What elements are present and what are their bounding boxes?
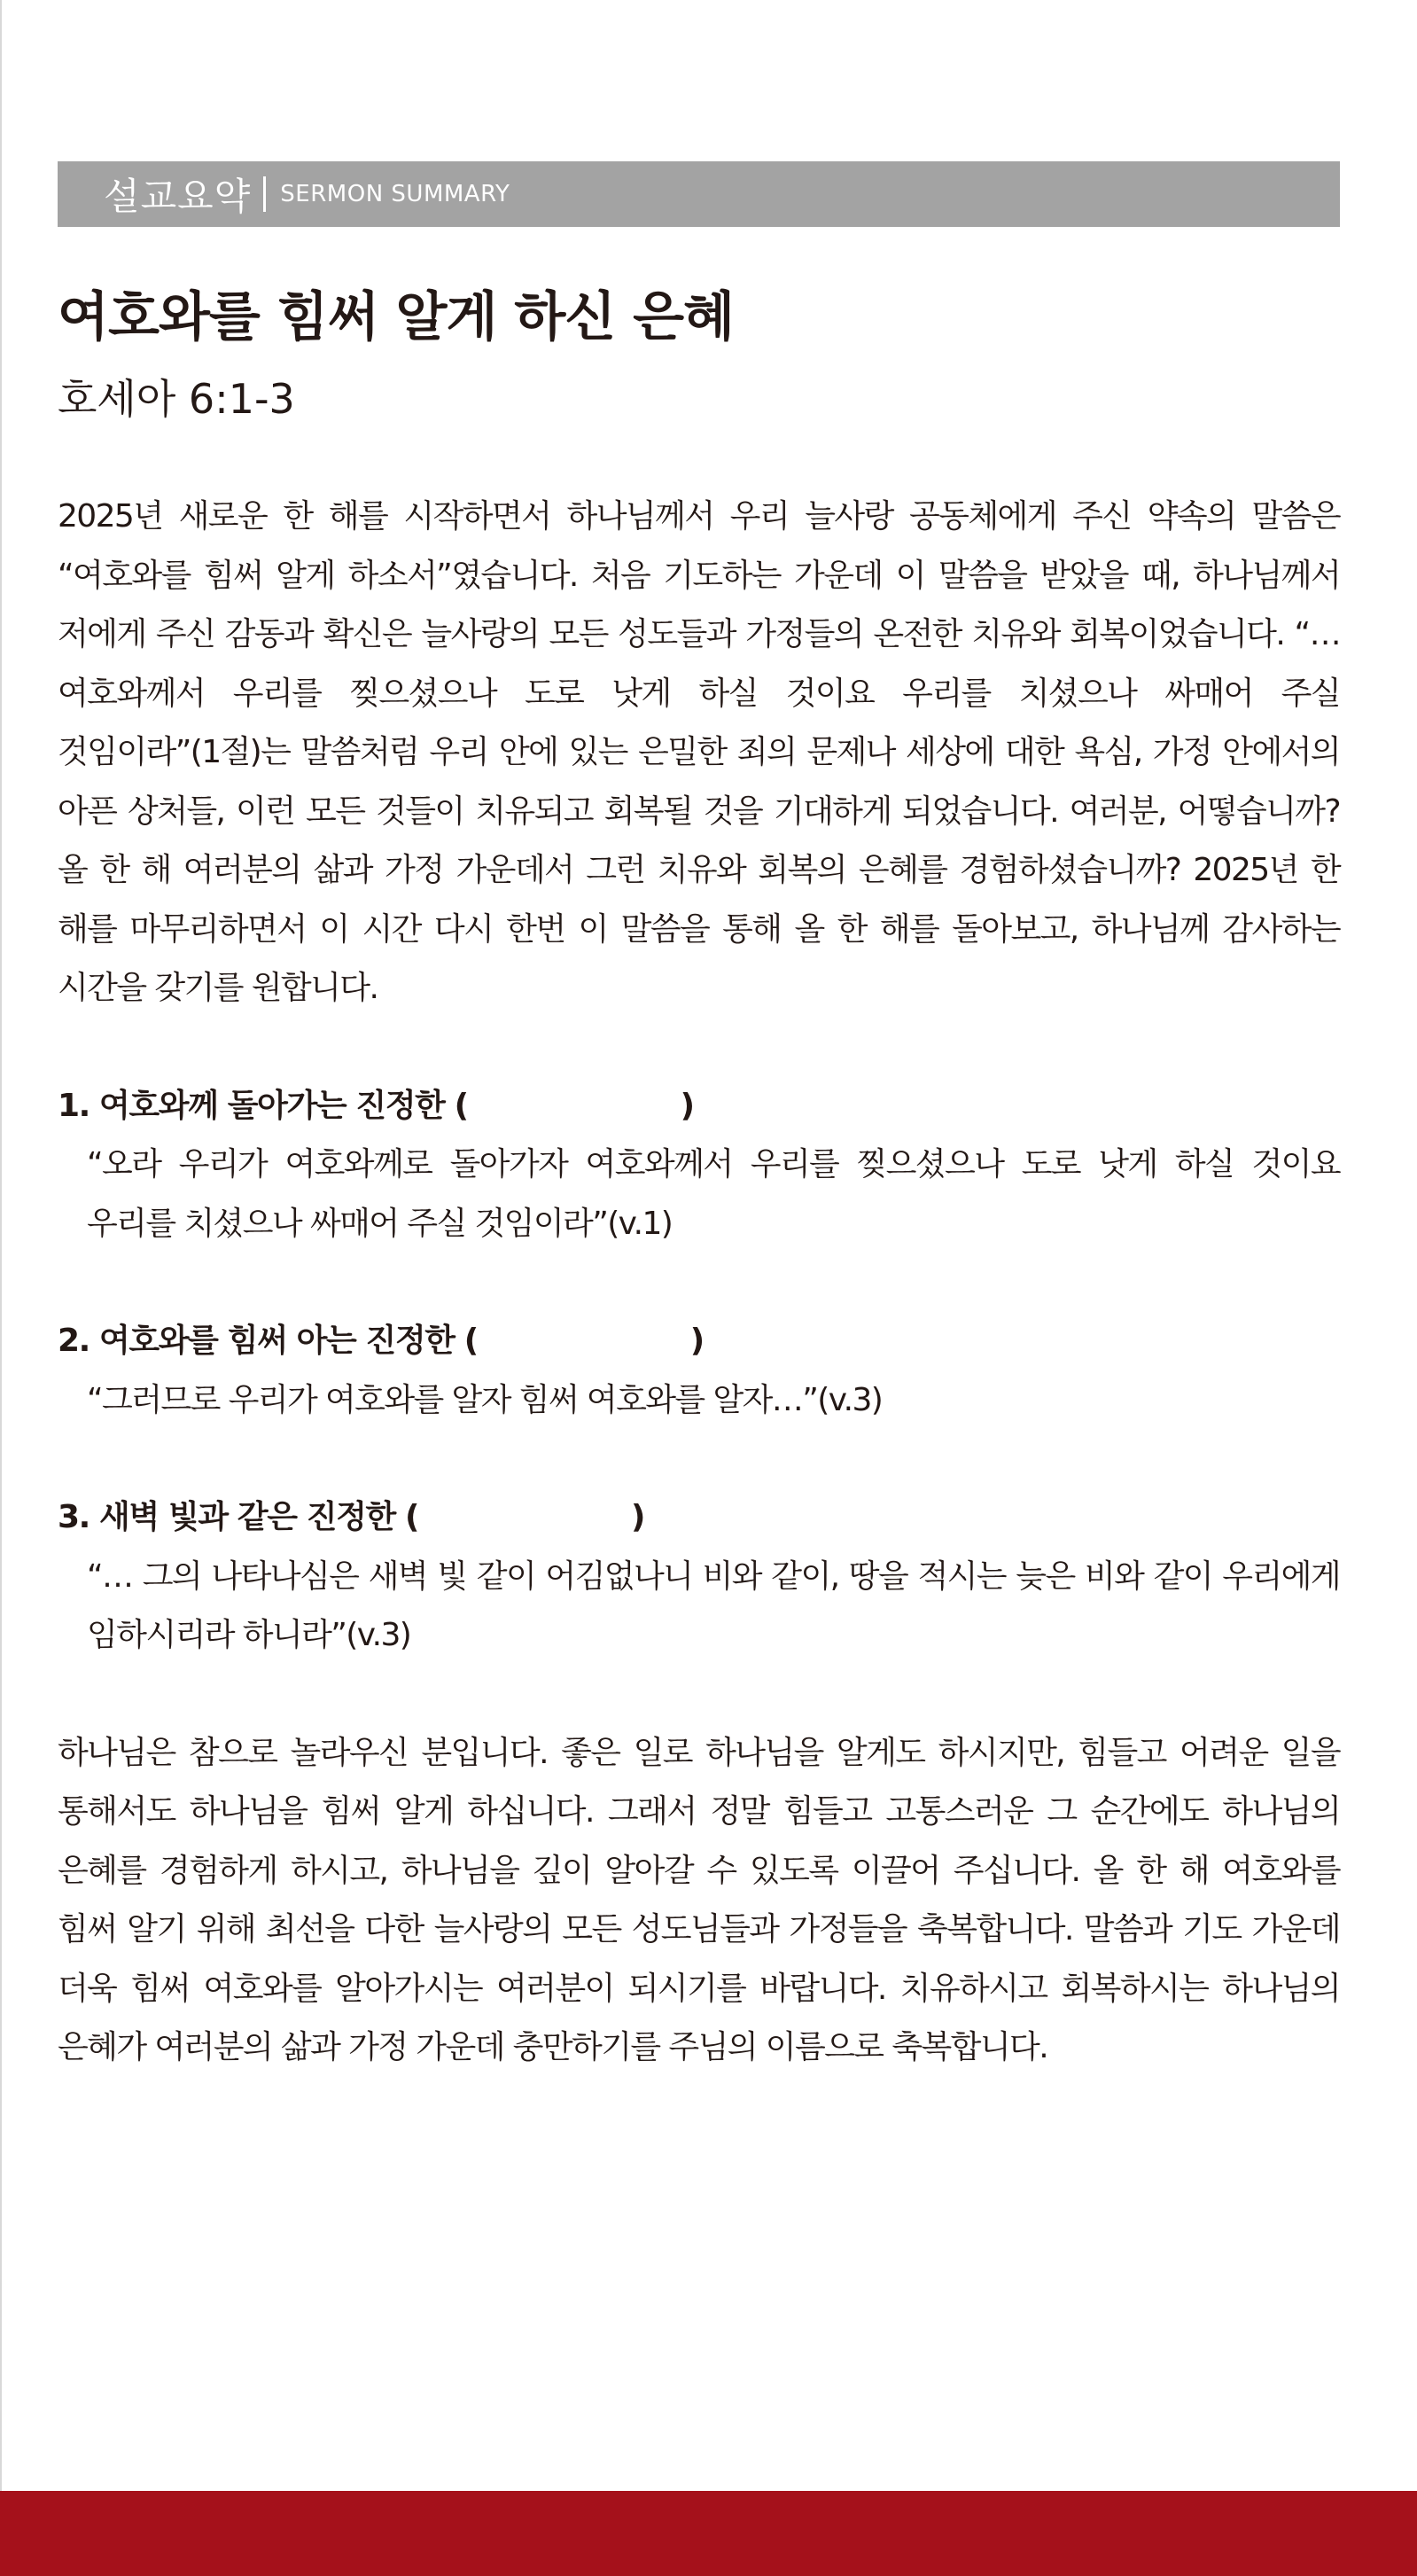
closing-paragraph: 하나님은 참으로 놀라우신 분입니다. 좋은 일로 하나님을 알게도 하시지만, 힘들고 어려운 일을 통해서도 하나님을 힘써 알게 하십니다. 그래서 정말 힘들고 고통스러운 그 순간에도 하나님의 은혜를 경험하게 하시고, 하나님을 깊이 알아갈 수 있도록 이끌어 주십니다. 올 한 해 여호와를 힘써 알기 위해 최선을 다한 늘사랑의 모든 성도님들과 가정들을 축복합니다. 말씀과 기도 가운데 더욱 힘써 여호와를 알아가시는 여러분이 되시기를 바랍니다. 치유하시고 회복하시는 하나님의 은혜가 여러분의 삶과 가정 가운데 충만하기를 주님의 이름으로 축복합니다. — [58, 1734, 1340, 2065]
header-divider — [263, 176, 266, 212]
point-heading — [58, 1312, 1340, 1371]
left-edge-rule — [0, 0, 2, 2491]
point-quote: “그러므로 우리가 여호와를 알자 힘써 여호와를 알자…”(v.3) — [87, 1381, 883, 1418]
point-heading-close: ) — [631, 1499, 645, 1535]
footer-band — [0, 2491, 1417, 2576]
point-heading-text: 1. 여호와께 돌아가는 진정한 ( — [58, 1087, 468, 1124]
scripture-reference: 호세아 6:1-3 — [58, 375, 295, 423]
point-quote: “… 그의 나타나심은 새벽 빛 같이 어김없나니 비와 같이, 땅을 적시는 늦은 비와 같이 우리에게 임하시리라 하니라”(v.3) — [87, 1557, 1340, 1653]
section-header-band — [58, 161, 1340, 227]
point-heading-text: 3. 새벽 빛과 같은 진정한 ( — [58, 1499, 419, 1535]
point-1 — [58, 1077, 1340, 1254]
intro-paragraph: 2025년 새로운 한 해를 시작하면서 하나님께서 우리 늘사랑 공동체에게 주신 약속의 말씀은 “여호와를 힘써 알게 하소서”였습니다. 처음 기도하는 가운데 이 말씀을 받았을 때, 하나님께서 저에게 주신 감동과 확신은 늘사랑의 모든 성도들과 가정들의 온전한 치유와 회복이었습니다. “… 여호와께서 우리를 찢으셨으나 도로 낫게 하실 것이요 우리를 치셨으나 싸매어 주실 것임이라”(1절)는 말씀처럼 우리 안에 있는 은밀한 죄의 문제나 세상에 대한 욕심, 가정 안에서의 아픈 상처들, 이런 모든 것들이 치유되고 회복될 것을 기대하게 되었습니다. 여러분, 어떻습니까? 올 한 해 여러분의 삶과 가정 가운데서 그런 치유와 회복의 은혜를 경험하셨습니까? 2025년 한 해를 마무리하면서 이 시간 다시 한번 이 말씀을 통해 올 한 해를 돌아보고, 하나님께 감사하는 시간을 갖기를 원합니다. — [58, 498, 1340, 1006]
point-heading-text: 2. 여호와를 힘써 아는 진정한 ( — [58, 1323, 478, 1359]
sermon-title: 여호와를 힘써 알게 하신 은혜 — [58, 286, 735, 348]
section-label-korean: 설교요약 — [104, 175, 252, 218]
point-heading — [58, 1488, 1340, 1548]
sermon-body — [58, 488, 1340, 2078]
point-heading-close: ) — [689, 1323, 704, 1359]
point-quote: “오라 우리가 여호와께로 돌아가자 여호와께서 우리를 찢으셨으나 도로 낫게 하실 것이요 우리를 치셨으나 싸매어 주실 것임이라”(v.1) — [87, 1146, 1340, 1242]
point-heading — [58, 1077, 1340, 1136]
section-label-english: SERMON SUMMARY — [280, 181, 510, 207]
point-heading-close: ) — [680, 1087, 694, 1124]
point-2 — [58, 1312, 1340, 1430]
point-3 — [58, 1488, 1340, 1666]
